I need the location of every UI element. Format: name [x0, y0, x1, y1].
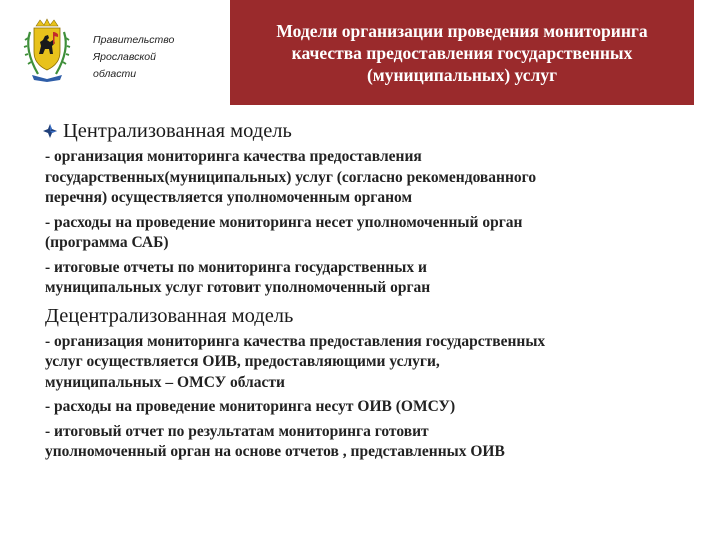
slide-title — [242, 20, 682, 86]
title-banner — [230, 0, 694, 105]
paragraph-line: (программа САБ) — [45, 234, 169, 251]
slide-title-line: Модели организации проведения мониторинга — [276, 20, 648, 41]
org-name-line: Ярославской — [93, 51, 156, 63]
header-spacer — [694, 0, 720, 105]
diamond-bullet-icon — [43, 124, 57, 138]
slide-body — [45, 118, 710, 467]
org-name — [93, 32, 223, 83]
section-heading-centralized — [45, 118, 710, 144]
org-name-line: Правительство — [93, 34, 175, 46]
paragraph-line: муниципальных услуг готовит уполномоченный орган — [45, 279, 431, 296]
paragraph — [45, 332, 710, 394]
paragraph — [45, 422, 710, 463]
paragraph-line: услуг осуществляется ОИВ, предоставляющими услуги, — [45, 353, 440, 370]
paragraph — [45, 258, 710, 299]
slide-title-line: качества предоставления государственных — [291, 42, 633, 63]
paragraph — [45, 213, 710, 254]
paragraph — [45, 147, 710, 209]
paragraph-line: - расходы на проведение мониторинга несут ОИВ (ОМСУ) — [45, 398, 456, 415]
paragraph-line: - расходы на проведение мониторинга несет уполномоченный орган — [45, 213, 523, 231]
paragraph-line: государственных(муниципальных) услуг (согласно рекомендованного — [45, 168, 537, 186]
paragraph-line: муниципальных – ОМСУ области — [45, 373, 285, 391]
paragraph-line: - организация мониторинга качества предоставления государственных — [45, 332, 546, 350]
section-heading-text: Централизованная модель — [63, 120, 292, 142]
paragraph-line: - организация мониторинга качества предоставления — [45, 148, 422, 165]
paragraph-line: уполномоченный орган на основе отчетов , представленных ОИВ — [45, 443, 505, 460]
paragraph-line: перечня) осуществляется уполномоченным органом — [45, 189, 413, 206]
header-logo-area — [0, 0, 230, 105]
org-name-line: области — [93, 68, 137, 80]
section-heading-text: Децентрализованная модель — [45, 304, 294, 327]
coat-of-arms-icon — [18, 18, 76, 82]
section-heading-decentralized — [45, 303, 710, 329]
paragraph-line: - итоговый отчет по результатам мониторинга готовит — [45, 422, 429, 440]
paragraph-line: - итоговые отчеты по мониторинга государственных и — [45, 258, 427, 276]
slide-title-line: (муниципальных) услуг — [366, 64, 558, 85]
paragraph — [45, 397, 710, 418]
